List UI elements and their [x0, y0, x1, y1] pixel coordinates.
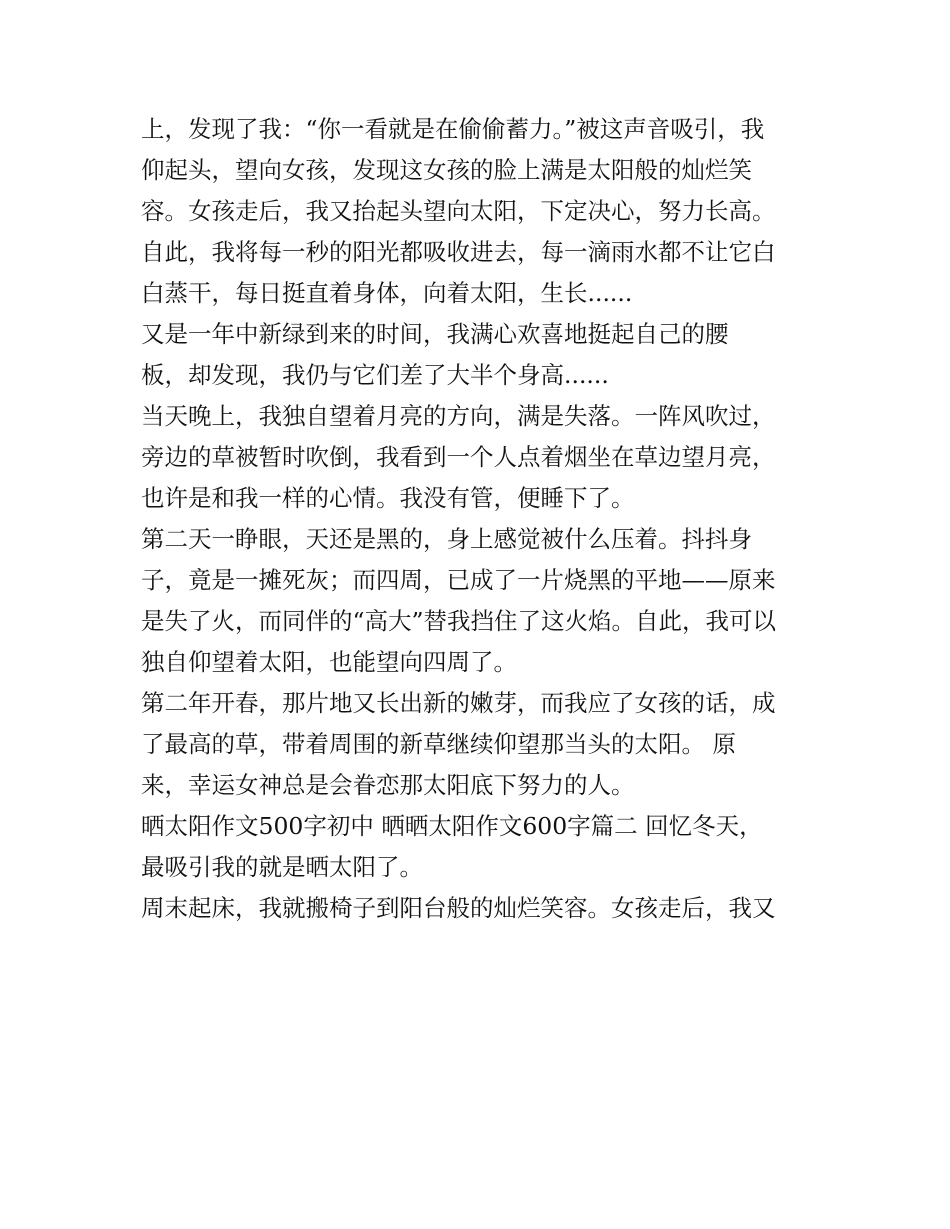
text-line: 旁边的草被暂时吹倒，我看到一个人点着烟坐在草边望月亮， — [141, 443, 776, 471]
text-line: 仰起头，望向女孩，发现这女孩的脸上满是太阳般的灿烂笑 — [141, 156, 752, 184]
text-line: 自此，我将每一秒的阳光都吸收进去，每一滴雨水都不让它白 — [141, 238, 776, 266]
text-line: 子，竟是一摊死灰；而四周，已成了一片烧黑的平地——原来 — [141, 566, 776, 594]
text-line: 最吸引我的就是晒太阳了。 — [141, 853, 423, 881]
text-line: 又是一年中新绿到来的时间，我满心欢喜地挺起自己的腰 — [141, 320, 729, 348]
text-line: 上，发现了我：“你一看就是在偷偷蓄力。”被这声音吸引，我 — [141, 115, 765, 143]
text-line: 独自仰望着太阳，也能望向四周了。 — [141, 648, 517, 676]
text-line: 了最高的草，带着周围的新草继续仰望那当头的太阳。 原 — [141, 730, 736, 758]
text-line: 晒太阳作文500字初中 晒晒太阳作文600字篇二 回忆冬天， — [141, 812, 763, 840]
text-line: 容。女孩走后，我又抬起头望向太阳，下定决心，努力长高。 — [141, 197, 776, 225]
text-line: 第二天一睁眼，天还是黑的，身上感觉被什么压着。抖抖身 — [141, 525, 752, 553]
article-text — [141, 109, 821, 929]
text-line: 也许是和我一样的心情。我没有管，便睡下了。 — [141, 484, 635, 512]
text-line: 来，幸运女神总是会眷恋那太阳底下努力的人。 — [141, 771, 635, 799]
text-line: 白蒸干，每日挺直着身体，向着太阳，生长...... — [141, 279, 633, 307]
text-line: 周末起床，我就搬椅子到阳台般的灿烂笑容。女孩走后，我又 — [141, 894, 776, 922]
text-line: 板，却发现，我仍与它们差了大半个身高...... — [141, 361, 609, 389]
text-line: 当天晚上，我独自望着月亮的方向，满是失落。一阵风吹过， — [141, 402, 776, 430]
text-line: 是失了火，而同伴的“高大”替我挡住了这火焰。自此，我可以 — [141, 607, 777, 635]
text-line: 第二年开春，那片地又长出新的嫩芽，而我应了女孩的话，成 — [141, 689, 776, 717]
